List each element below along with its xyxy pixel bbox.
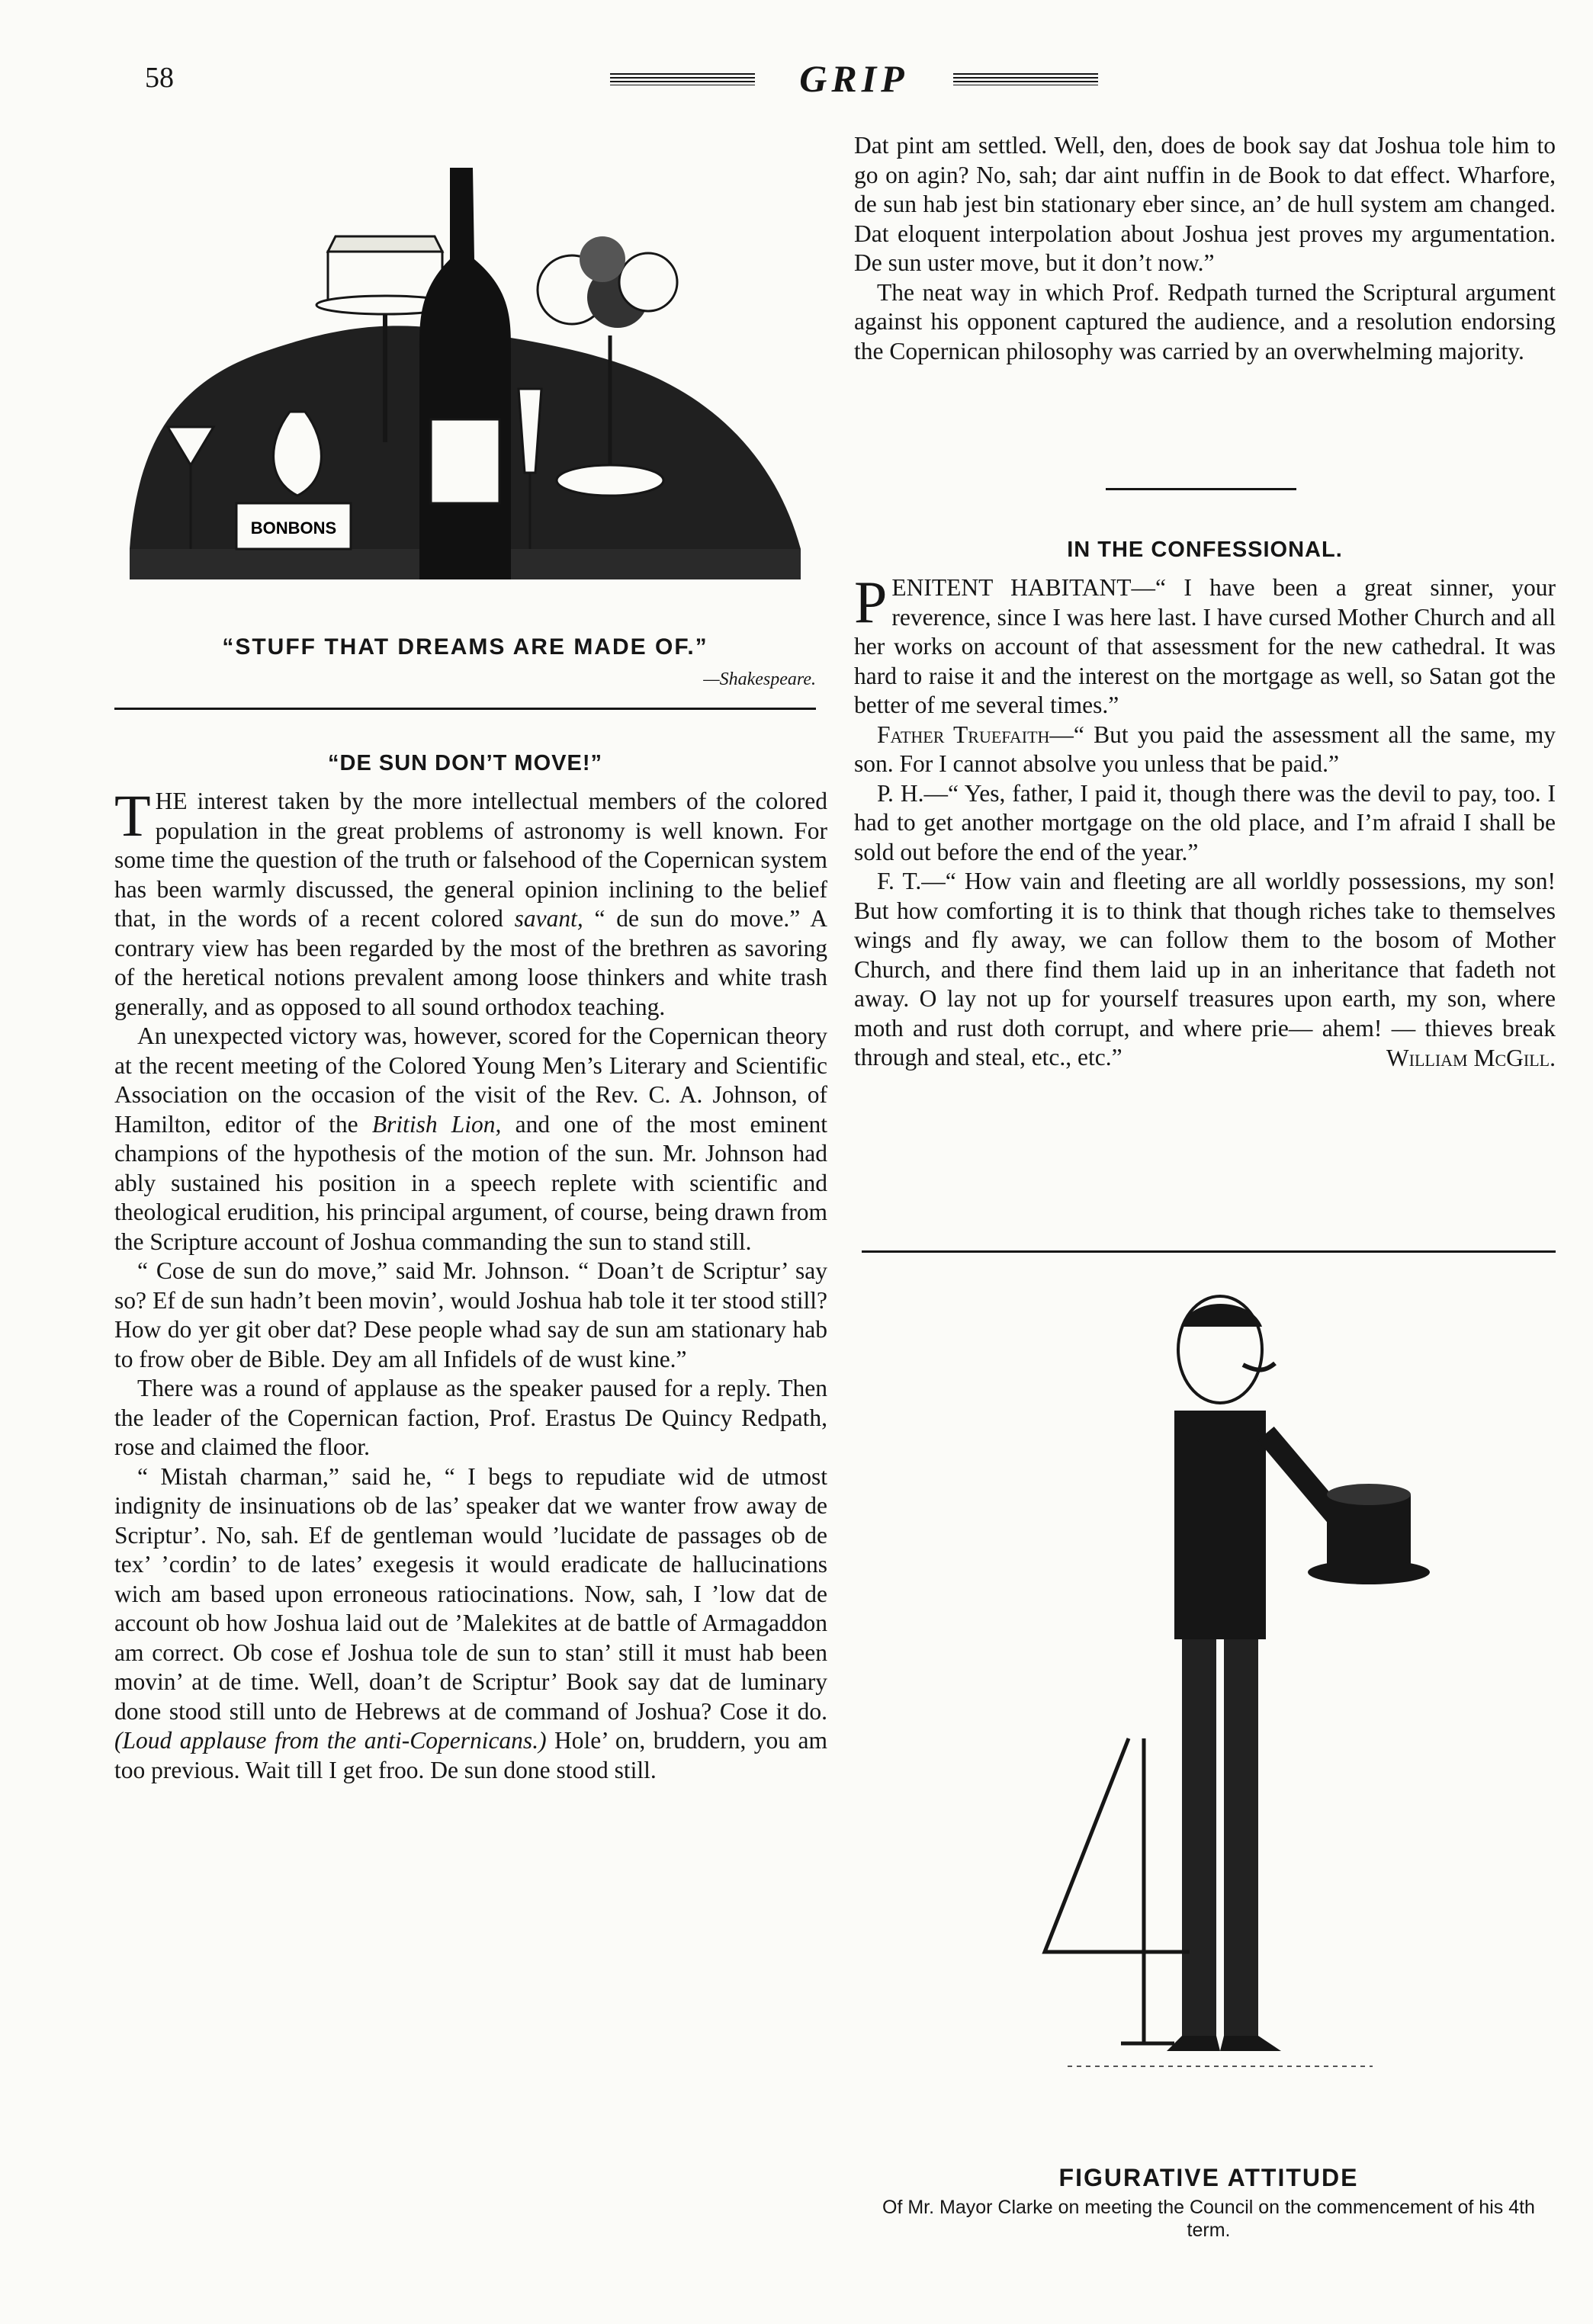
paragraph-text: ENITENT HABITANT—“ I have been a great sinner, your reverence, since I was here last. I have cursed Mother Church and all her works on account of that assessment for the new cathedral. It was hard to raise it and the interest on the mortgage as well, so Satan got the better of me several times.” [854,574,1556,718]
onion [274,412,322,496]
article-paragraph [854,569,1556,721]
bonbons-label: BONBONS [250,518,337,538]
drop-cap: T [114,782,151,849]
illustration-caption: “STUFF THAT DREAMS ARE MADE OF.” [222,634,708,660]
article-title-confessional: IN THE CONFESSIONAL. [1067,538,1343,562]
paragraph-text: “ Mistah charman,” said he, “ I begs to repudiate wid de utmost indignity de insinuations ob de las’ speaker dat we wanter frow away de Scriptur’. No, sah. Ef de gentleman would ’lucidate de passages ob de tex’ ’cordin’ to de lates’ exegesis it would eradicate de hallucinations wich am based upon erroneous ratiocinations. Now, sah, I ’low dat de account ob how Joshua laid out de ’Malekites at de battle of Armagaddon am correct. Ob cose ef Joshua tole de sun to stan’ still it must hab been movin’ at de time. Well, doan’t de Scriptur’ Book say dat de luminary done stood still unto de Hebrews at de command of Joshua? Cose it do. [114,1462,827,1725]
paragraph-text: Hole’ on, bruddern, you am too previous. Wait till I get froo. De sun done stood still. [114,1727,828,1783]
article-paragraph: “ Cose de sun do move,” said Mr. Johnson. “ Doan’t de Scriptur’ say so? Ef de sun hadn’t been movin’, would Joshua hab tole it ter stood still? How do yer git ober dat? Dese people whad say de sun am stationary hab to frow ober de Bible. Dey am all Infidels of de wust kine.” [114,1257,827,1372]
illustration-attribution: —Shakespeare. [703,669,816,689]
figurative-caption-sub: Of Mr. Mayor Clarke on meeting the Council on the commencement of his 4th term. [882,2197,1535,2241]
bonbons-box [236,503,351,549]
page-number: 58 [145,62,174,94]
figurative-caption-title: FIGURATIVE ATTITUDE [1058,2164,1359,2191]
speaker-name: Father Truefaith [877,721,1050,748]
article-paragraph: Dat pint am settled. Well, den, does de book say dat Joshua tole him to go on agin? No, sah; dar aint nuffin in de Book to dat effect. Wharfore, de sun hab jest bin stationary eber since, an’ de hull system am changed. Dat eloquent interpolation about Joshua jest proves my argumentation. De sun uster move, but it don’t now.” [854,132,1556,276]
article-paragraph: There was a round of applause as the speaker paused for a reply. Then the leader of the Copernican faction, Prof. Erastus De Quincy Redpath, rose and claimed the floor. [114,1375,827,1460]
masthead-title: GRIP [799,57,909,100]
article-de-sun-left-column [114,782,828,1785]
drop-cap: P [854,569,888,635]
paragraph-text: and one of the most eminent champions of the hypothesis of the motion of the sun. Mr. Johnson had ably sustained his position in a speech replete with scientific and theological erudition, his principal argument, of course, being drawn from the Scripture account of Joshua commanding the sun to stand still. [114,1110,827,1255]
paragraph-italic: (Loud applause from the anti-Copernicans.) [114,1727,547,1754]
short-rule [1106,488,1296,490]
article-paragraph [114,782,828,1022]
paragraph-text: —“ But you paid the assessment all the same, my son. For I cannot absolve you unless that be paid.” [854,721,1556,777]
paragraph-italic: British Lion, [371,1110,502,1138]
still-life-illustration [114,122,816,618]
article-signature: William McGill. [1386,1044,1556,1071]
mayor-figure [1167,1296,1350,2051]
paragraph-text: “ de sun do move.” A contrary view has been regarded by the most of the brethren as savoring of the heretical notions prevalent among loose thinkers and white trash generally, and as opposed to all sound orthodox teaching. [114,905,828,1020]
article-paragraph: The neat way in which Prof. Redpath turned the Scriptural argument against his opponent captured the audience, and a resolution endorsing the Copernican philosophy was carried by an overwhelming majority. [854,278,1556,364]
paragraph-italic: savant, [514,905,583,932]
article-paragraph: P. H.—“ Yes, father, I paid it, though there was the devil to pay, too. I had to get another mortgage on the old place, and I’m afraid I shall be sold out before the end of the year.” [854,779,1556,865]
masthead [610,53,1098,107]
wine-bottle [419,168,511,579]
article-paragraph [114,1462,827,1786]
masthead-rule-right [953,73,1098,85]
section-rule [114,708,816,710]
paragraph-text: An unexpected victory was, however, scored for the Copernican theory at the recent meeting of the Colored Young Men’s Literary and Scientific Association on the occasion of the visit of the Rev. C. A. Johnson, of Hamilton, editor of the [114,1022,827,1138]
figurative-attitude-illustration [991,1281,1449,2143]
number-four-symbol [1045,1738,1190,2043]
article-de-sun-right-column [854,131,1556,366]
section-rule [862,1250,1556,1253]
article-title-de-sun: “DE SUN DON’T MOVE!” [328,751,602,775]
article-paragraph [114,1022,827,1257]
article-confessional-body [854,569,1556,1073]
article-paragraph [854,721,1556,779]
article-paragraph: F. T.—“ How vain and fleeting are all worldly possessions, my son! But how comforting it is to think that though riches take to themselves wings and fly away, we can follow them to the bosom of Mother Church, and there find them laid up in an inheritance that fadeth not away. O lay not up for yourself treasures upon earth, my son, where moth and rust doth corrupt, and where prie— ahem! — thieves break through and steal, etc., etc.” [854,868,1556,1071]
paragraph-text: HE interest taken by the more intellectual members of the colored population in the great problems of astronomy is well known. For some time the question of the truth or falsehood of the Copernican system has been warmly discussed, the general opinion inclining to the belief that, in the words of a recent colored [114,788,827,932]
